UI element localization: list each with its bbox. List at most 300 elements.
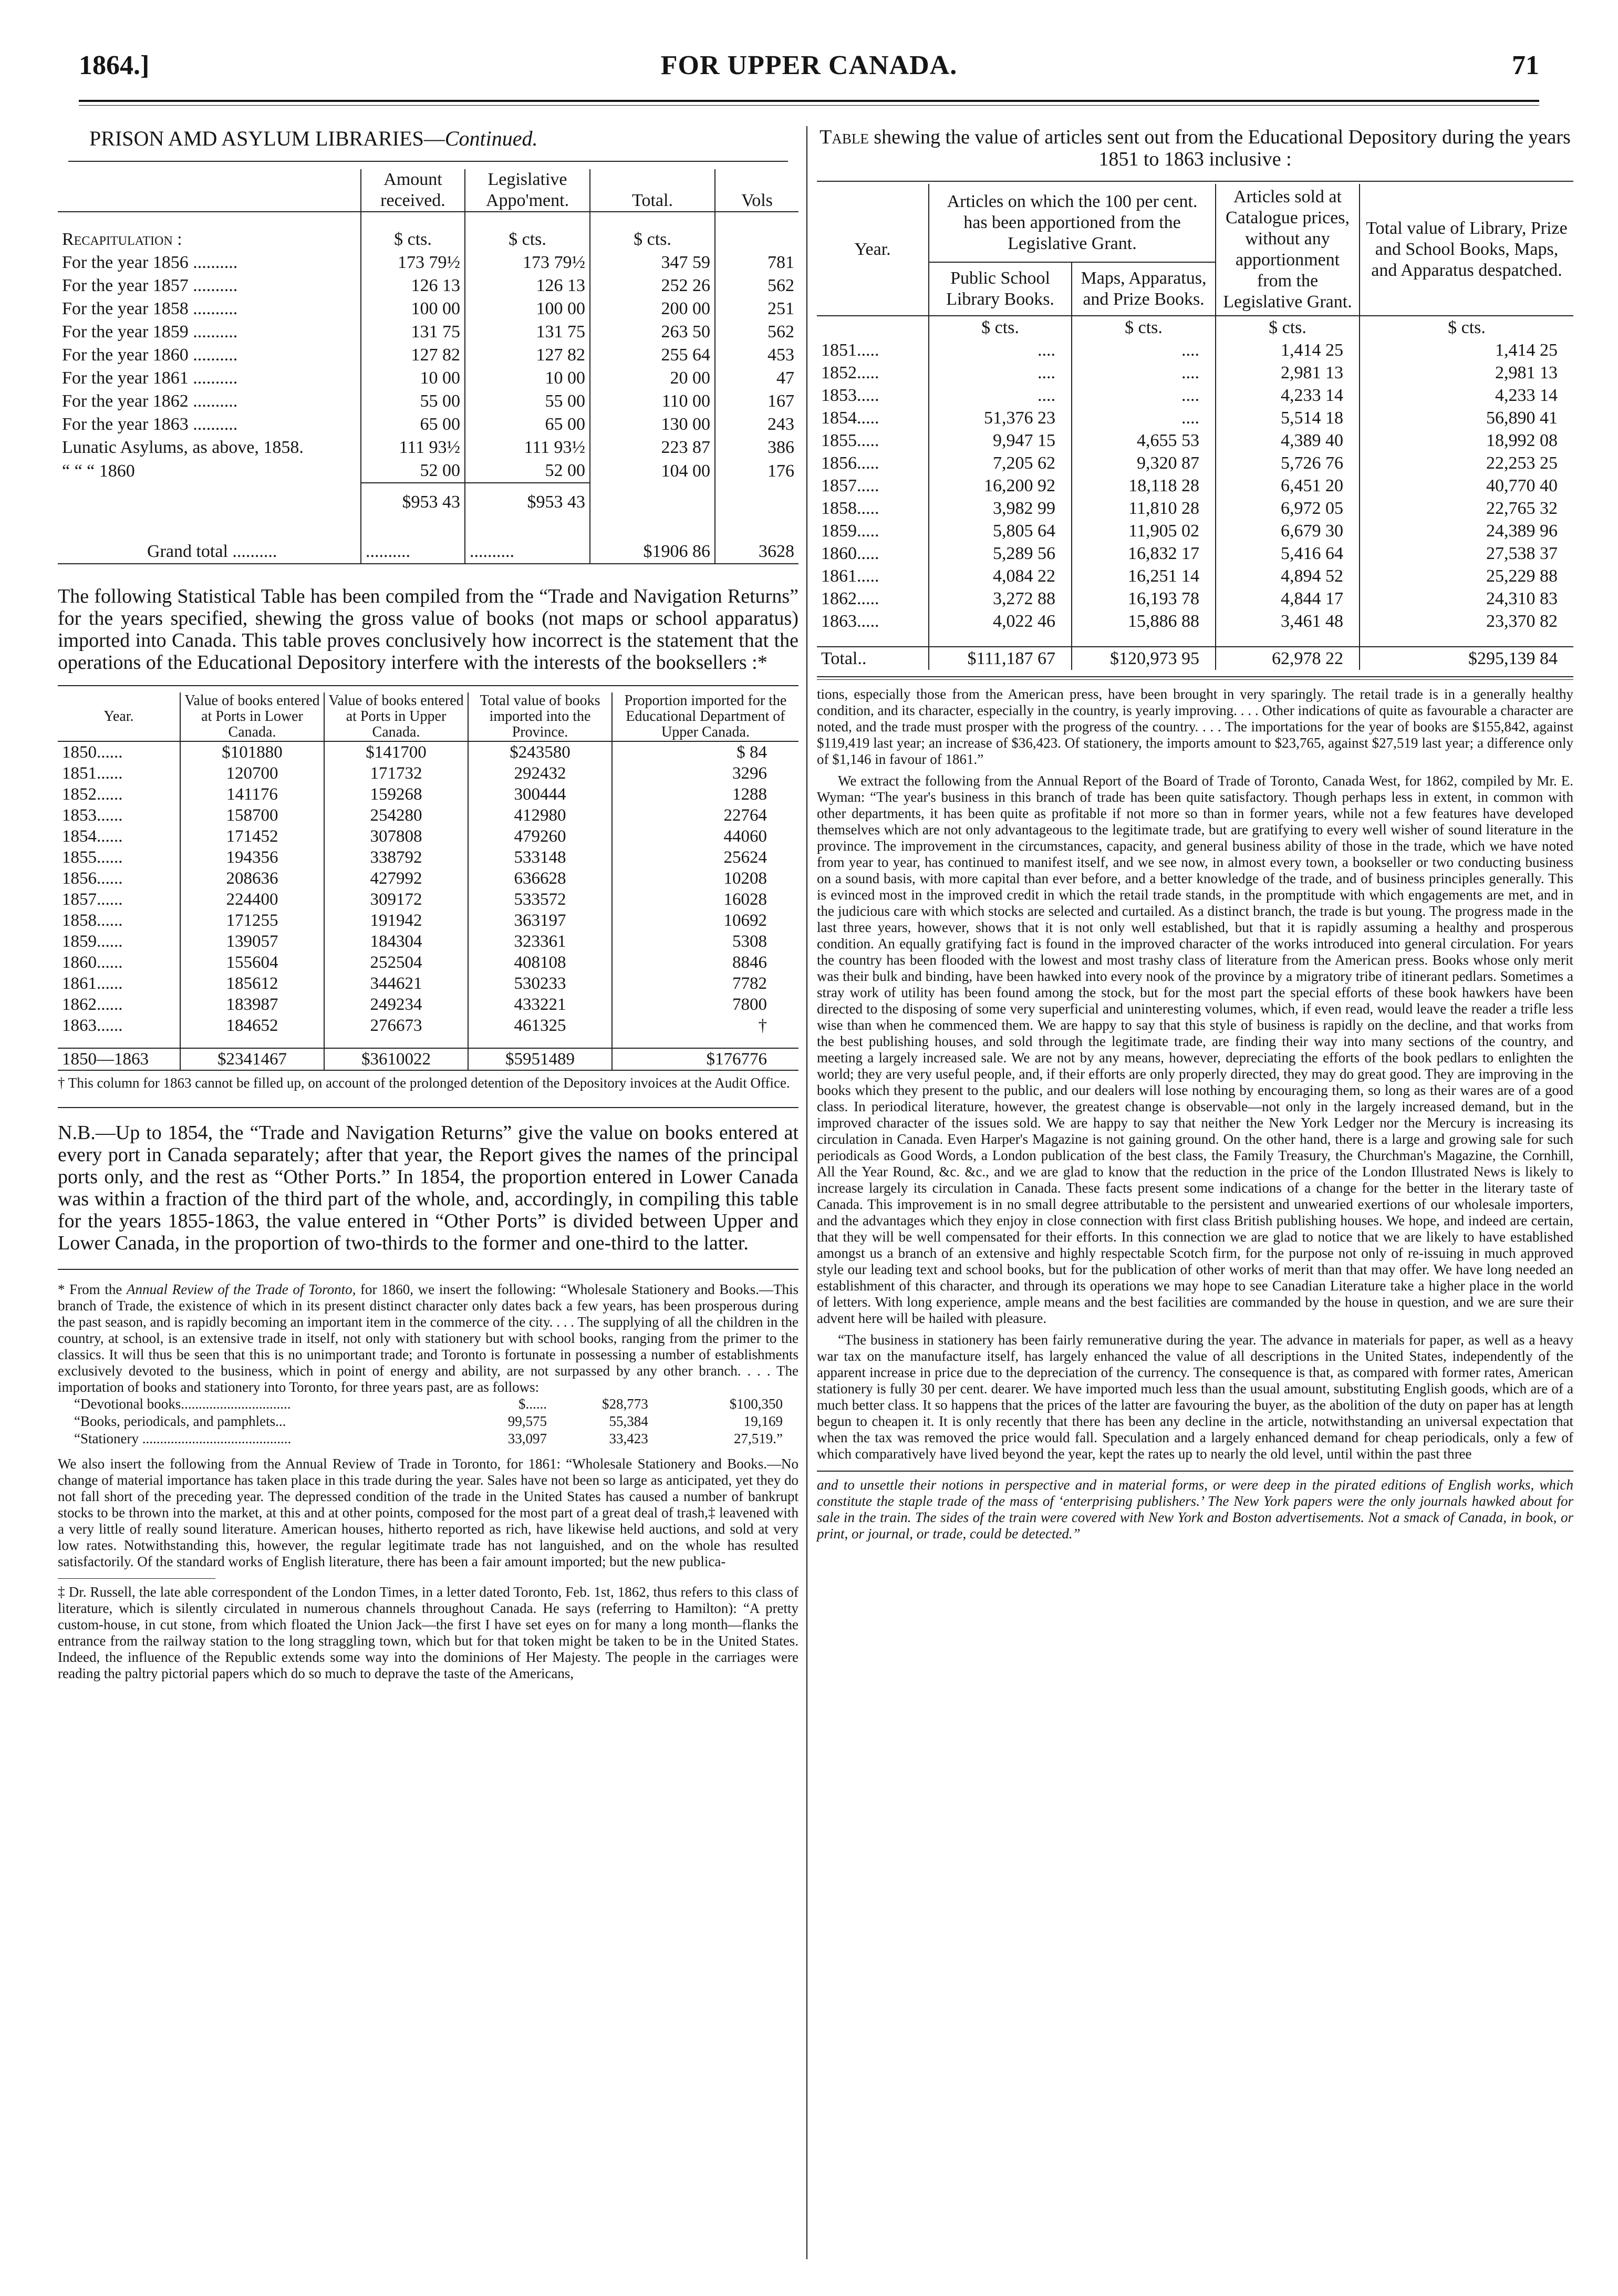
table-row [817,565,1573,587]
total-value-cell: 22,253 25 [1360,452,1573,474]
depository-title: Table shewing the value of articles sent out from the Educational Depository during the years 1851 to 1863 inclusive : [820,126,1571,170]
col-proportion: Proportion imported for the Educational Department of Upper Canada. [612,692,798,741]
maps-cell: 16,832 17 [1072,542,1216,565]
year-cell: 1853...... [62,806,123,825]
total-cell: 533572 [468,889,612,910]
total-cell: 300444 [468,784,612,805]
unit-label: $ cts. [1360,316,1573,339]
left-column [58,126,798,1682]
year-cell: 1862..... [821,589,879,608]
running-header [79,50,1539,92]
total-cell: 347 59 [590,251,715,274]
unit-label: $ cts. [465,212,590,251]
sold-cell: 1,414 25 [1216,339,1360,361]
recap-table [58,169,798,564]
amount-cell: 127 82 [361,344,465,367]
total-cell: 530233 [468,973,612,994]
maps-cell: 9,320 87 [1072,452,1216,474]
maps-cell: .... [1072,339,1216,361]
col-vols: Vols [715,169,798,212]
total-cell: 292432 [468,763,612,784]
year-cell: 1852..... [821,363,879,382]
col-upper: Value of books entered at Ports in Upper Canada. [324,692,468,741]
total-cell: 110 00 [590,390,715,413]
item-value: $100,350 [729,1396,783,1412]
rcol-para-4: and to unsettle their notions in perspective and in material forms, or were deep in the pirated editions of English works, which constitute the staple trade of the mass of ‘enterprising publishers.’ The New York papers were the only journals hawked about for sale in the train. The sides of the train were covered with New York and Boston advertisements. Not a smack of Canada, in book, or print, or journal, or trade, could be detected.” [817,1477,1573,1542]
lower-cell: 141176 [180,784,324,805]
table-row [58,297,798,320]
lower-cell: 171452 [180,826,324,847]
upper-cell: 344621 [324,973,468,994]
amount-cell: 55 00 [361,390,465,413]
year-cell: 1858..... [821,499,879,518]
psl-cell: 3,272 88 [929,587,1072,610]
table-row [817,587,1573,610]
recap-label: Recapitulation : [62,230,182,249]
table-row [817,339,1573,361]
unit-label: $ cts. [1072,316,1216,339]
psl-cell: 16,200 92 [929,474,1072,497]
footnote-import-list [74,1395,814,1447]
total-cell: 363197 [468,910,612,931]
psl-cell: .... [929,384,1072,407]
page-number: 71 [1512,50,1539,80]
year-cell: 1854...... [62,827,123,846]
table-row [58,784,798,805]
total-cell: 412980 [468,805,612,826]
legislative-cell: 55 00 [465,390,590,413]
table-row [58,1015,798,1036]
table-row [58,847,798,868]
psl-cell: 4,022 46 [929,610,1072,633]
table-row [58,910,798,931]
amount-cell: 10 00 [361,367,465,390]
year-cell: 1862...... [62,995,123,1014]
maps-cell: .... [1072,361,1216,384]
table-row [58,994,798,1015]
total-value-cell: 25,229 88 [1360,565,1573,587]
item-value: 99,575 [507,1413,547,1429]
item-value: 33,097 [507,1431,547,1446]
upper-cell: 184304 [324,931,468,952]
rcol-para-3: “The business in stationery has been fairly remunerative during the year. The advance in materials for paper, as well as a heavy war tax on the manufacture itself, has largely enhanced the value of all descriptions in the United States, independently of the apparent increase in price due to the depreciation of the currency. The consequence is that, as compared with former rates, American stationery is fully 30 per cent. dearer. We have imported much less than the usual amount, substituting English goods, which are of a much better class. It so happens that the prices of the latter are favouring the buyer, as the abolition of the duty on paper has at length begun to cheapen it. It is only recently that there has been any decline in the article, notwithstanding an universal expectation that when the tax was removed the price would fall. Speculation and a largely enhanced demand for cheap periodicals, only a few of which comparatively have lived beyond the year, kept the rates up to nearly the old level, until within the past three [817,1332,1573,1462]
vols-cell: 47 [715,367,798,390]
proportion-cell: 16028 [612,889,798,910]
sold-cell: 3,461 48 [1216,610,1360,633]
upper-cell: 252504 [324,952,468,973]
year-cell: 1860...... [62,953,123,972]
amount-cell: 173 79½ [361,251,465,274]
table-row [817,474,1573,497]
proportion-cell: 8846 [612,952,798,973]
header-date: 1864.] [79,50,150,80]
total-cell: 130 00 [590,413,715,436]
table-row [58,436,798,459]
lower-cell: 158700 [180,805,324,826]
proportion-cell: 1288 [612,784,798,805]
upper-cell: 276673 [324,1015,468,1036]
lower-total: $2341467 [180,1048,324,1070]
proportion-cell: † [612,1015,798,1036]
psl-cell: 9,947 15 [929,429,1072,452]
vols-cell: 453 [715,344,798,367]
proportion-cell: $ 84 [612,741,798,763]
total-value-cell: 24,389 96 [1360,520,1573,542]
legislative-cell: 65 00 [465,413,590,436]
subtotal-row [58,483,798,514]
psl-cell: .... [929,339,1072,361]
footnote-1861: We also insert the following from the Annual Review of Trade in Toronto, for 1861: “Wholesale Stationery and Books.—No change of material importance has taken place in this trade during the year. Sales have not been so large as anticipated, yet they do not fall short of the preceding year. The depressed condition of the trade in the United States has caused a number of bankrupt stocks to be thrown into the market, at this and at other points, composed for the most part of a great deal of trash,‡ leavened with a very little of really sound literature. American houses, hitherto reported as rich, have likewise held auctions, and sold at very low rates. Notwithstanding this, however, the regular legitimate trade has not languished, and on the whole has resulted satisfactorily. Of the standard works of English literature, there has been a fair amount imported; but the new publica- [58,1456,798,1569]
total-cell: 433221 [468,994,612,1015]
table-row [58,741,798,763]
unit-label: $ cts. [361,212,465,251]
maps-cell: .... [1072,407,1216,429]
subtotal-amount: $953 43 [361,483,465,514]
amount-cell: 111 93½ [361,436,465,459]
legislative-cell: 52 00 [465,459,590,483]
upper-total: $3610022 [324,1048,468,1070]
vols-cell: 251 [715,297,798,320]
item-label: “Devotional books............................... [74,1396,291,1412]
amount-cell: 126 13 [361,274,465,297]
upper-cell: 171732 [324,763,468,784]
total-value-cell: 24,310 83 [1360,587,1573,610]
total-cell: 200 00 [590,297,715,320]
total-cell: 408108 [468,952,612,973]
col-total: Total. [590,169,715,212]
item-value: $28,773 [601,1396,648,1412]
grand-total-vols: 3628 [715,540,798,564]
header-rule [79,100,1539,102]
nb-paragraph: N.B.—Up to 1854, the “Trade and Navigation Returns” give the value on books entered at every port in Canada separately; after that year, the Report gives the names of the principal ports only, and the rest as “Other Ports.” In 1854, the proportion entered in Lower Canada was within a fraction of the third part of the whole, and, accordingly, in compiling this table for the years 1855-1863, the value entered in “Other Ports” is divided between Upper and Lower Canada, in the proportion of two-thirds to the former and one-third to the latter. [58,1122,798,1254]
psl-cell: 3,982 99 [929,497,1072,520]
proportion-cell: 22764 [612,805,798,826]
row-label: For the year 1860 .......... [62,345,238,365]
table-row [58,367,798,390]
year-cell: 1853..... [821,386,879,405]
sold-cell: 5,726 76 [1216,452,1360,474]
amount-cell: 100 00 [361,297,465,320]
maps-cell: 15,886 88 [1072,610,1216,633]
grand-total: $295,139 84 [1360,647,1573,670]
col-lower: Value of books entered at Ports in Lower Canada. [180,692,324,741]
table-row [58,973,798,994]
row-label: For the year 1861 .......... [62,368,238,388]
total-value-cell: 1,414 25 [1360,339,1573,361]
year-cell: 1861...... [62,974,123,993]
legislative-cell: 173 79½ [465,251,590,274]
year-cell: 1856...... [62,869,123,888]
table-row [58,868,798,889]
table-row [58,826,798,847]
maps-cell: 16,251 14 [1072,565,1216,587]
total-value-cell: 23,370 82 [1360,610,1573,633]
total-value-cell: 27,538 37 [1360,542,1573,565]
row-label: Lunatic Asylums, as above, 1858. [62,438,304,457]
header-title: FOR UPPER CANADA. [660,50,958,80]
total-row [817,647,1573,670]
year-cell: 1863...... [62,1016,123,1035]
year-cell: 1852...... [62,785,123,804]
psl-cell: .... [929,361,1072,384]
depository-table [817,184,1573,670]
year-cell: 1857..... [821,476,879,495]
list-item [74,1413,814,1430]
table-row [58,805,798,826]
grand-total: $5951489 [468,1048,612,1070]
total-cell: 461325 [468,1015,612,1036]
sold-total: 62,978 22 [1216,647,1360,670]
grand-total-value: $1906 86 [590,540,715,564]
lower-cell: 194356 [180,847,324,868]
total-cell: 323361 [468,931,612,952]
table-row [817,452,1573,474]
total-cell: 479260 [468,826,612,847]
vols-cell: 167 [715,390,798,413]
table-row [58,952,798,973]
grand-total-label: Grand total .......... [147,542,277,561]
year-cell: 1855...... [62,848,123,867]
unit-label: $ cts. [590,212,715,251]
row-label: “ “ “ 1860 [62,461,135,481]
item-value: $...... [518,1396,547,1412]
year-cell: 1851...... [62,764,123,783]
lower-cell: $101880 [180,741,324,763]
maps-cell: 18,118 28 [1072,474,1216,497]
intro-paragraph: The following Statistical Table has been compiled from the “Trade and Navigation Returns” for the years specified, shewing the gross value of books (not maps or school apparatus) imported into Canada. This table proves conclusively how incorrect is the statement that the operations of the Educational Depository interfere with the interests of the booksellers :* [58,585,798,674]
upper-cell: 307808 [324,826,468,847]
sold-cell: 6,679 30 [1216,520,1360,542]
list-item [74,1430,814,1447]
unit-label: $ cts. [1216,316,1360,339]
lower-cell: 155604 [180,952,324,973]
sold-cell: 4,894 52 [1216,565,1360,587]
row-label: For the year 1858 .......... [62,299,238,318]
amount-cell: 65 00 [361,413,465,436]
total-value-cell: 4,233 14 [1360,384,1573,407]
table-row [58,413,798,436]
table-row [58,320,798,344]
col-total-value: Total value of Library, Prize and School Books, Maps, and Apparatus despatched. [1360,184,1573,316]
proportion-cell: 10692 [612,910,798,931]
proportion-cell: 25624 [612,847,798,868]
table-row [817,384,1573,407]
legislative-cell: 111 93½ [465,436,590,459]
table-row [817,542,1573,565]
proportion-cell: 3296 [612,763,798,784]
grand-total-row: Grand total .......... .......... .......... $1906 86 3628 [58,540,798,564]
maps-cell: 11,905 02 [1072,520,1216,542]
table-row [58,274,798,297]
total-row [58,1048,798,1070]
imports-table [58,692,798,1071]
year-cell: 1858...... [62,911,123,930]
amount-cell: 52 00 [361,459,465,483]
upper-cell: 254280 [324,805,468,826]
table-row [817,520,1573,542]
table-row [817,361,1573,384]
item-value: 19,169 [743,1413,783,1429]
sold-cell: 5,416 64 [1216,542,1360,565]
col-articles: Articles on which the 100 per cent. has been apportioned from the Legislative Grant. [929,184,1216,262]
total-value-cell: 22,765 32 [1360,497,1573,520]
sold-cell: 4,233 14 [1216,384,1360,407]
year-cell: 1861..... [821,566,879,586]
year-cell: 1860..... [821,544,879,563]
footnote-star: * From the Annual Review of the Trade of Toronto, for 1860, we insert the following: “Wholesale Stationery and Books.—This branch of Trade, the existence of which in its present distinct character only dates back a few years, has been prosperous during the past season, and is rapidly becoming an important item in the commerce of the city. . . . The supplying of all the children in the country, at school, is an extensive trade in itself, not only with stationery but with school books, ranging from the primer to the classics. It will thus be seen that this is no unimportant trade; and Toronto is fortunate in possessing a number of establishments exclusively devoted to the business, which in point of energy and ability, are not surpassed by any other branch. . . . The importation of books and stationery into Toronto, for three years past, are as follows: [58,1281,799,1395]
rcol-para-2: We extract the following from the Annual Report of the Board of Trade of Toronto, Canada West, for 1862, compiled by Mr. E. Wyman: “The year's business in this branch of trade has been quite satisfactory. Though perhaps less in extent, in common with other departments, it has been quite as profitable if not more so than in former years, while not a few features have developed themselves which are not only advantageous to the legitimate trade, but are gratifying to every well wisher of sound literature in the province. The improvement in the circumstances, capacity, and general business ability of those in the trade, which we have noted from year to year, has continued to manifest itself, and we see now, in almost every town, a bookseller or two conducting business on a sound basis, with more capital than ever before, and a better knowledge of the trade, and of business principles generally. This is evinced most in the improved credit in which the retail trade stands, in the promptitude with which engagements are met, and in the judicious care with which stocks are selected and curtailed. As a distinct branch, the trade is but young. The progress made in the last three years, however, shows that it is not only well established, but that it is rapidly assuming a healthy and prosperous condition. An equally gratifying fact is found in the improved character of the works introduced into general circulation. For years the country has been flooded with the lowest and most trashy class of literature from the American press. Books whose only merit was their bulk and binding, have been hawked into every nook of the province by a migratory tribe of itinerant pedlars. Sometimes a stray work of utility has been found among the stock, but for the most part the special efforts of these book hawkers have been directed to the disposing of some very superficial and uninteresting volumes, which, if even read, would leave the reader a trifle less wise than when he commenced them. We are happy to say that this style of business is rapidly on the decline, and that works from the best publishing houses, and sold through the legitimate trade, are finding their way into many sections of the country, and meeting a largely increased sale. We are not by any means, however, depreciating the efforts of the book pedlars to enlighten the world; they are very useful people, and, if their efforts are only properly directed, they may do great good. They are improving in the books which they present to the public, and our dealers will lose nothing by encouraging them, so long as their wares are of a good class. In periodical literature, however, the greatest change is observable—not only in the largely increased demand, but in the improved character of the issues sold. We are happy to say that neither the New York Ledger nor the Mercury is increasing its circulation in Canada. Even Harper's Magazine is not gaining ground. On the other hand, there is a large and growing sale for such periodicals as Good Words, a London publication of the best class, the Family Treasury, the Churchman's Magazine, the Cornhill, All the Year Round, &c. &c., and we are glad to know that the reduction in the price of the London Illustrated News is likely to increase largely its circulation in Canada. These facts present some indications of a change for the better in the literary taste of Canada. This improvement is in no small degree attributable to the persistent and unwearied exertions of our wholesale importers, and the advantages which they enjoy in close connection with first class British publishing houses. We hope, and indeed are certain, that they will be well compensated for their efforts. In this connection we are glad to notice that we are likely to have established amongst us a branch of an extensive and highly respectable Scotch firm, for the purpose not only of re-issuing in much approved style our leading text and school books, but for the publication of other works of merit than that may offer. We have long needed an establishment of this character, and through its operations we may hope to see Canadian Literature take a higher place in the world of letters. With long experience, ample means and the best facilities are commanded by the house in question, and we are sure their advent here will be hailed with pleasure. [817,773,1573,1326]
table-row [58,251,798,274]
lower-cell: 224400 [180,889,324,910]
table-row [817,407,1573,429]
psl-cell: 51,376 23 [929,407,1072,429]
col-amount: Amount received. [361,169,465,212]
item-value: 27,519.” [734,1431,783,1446]
lower-cell: 139057 [180,931,324,952]
psl-cell: 5,805 64 [929,520,1072,542]
unit-label: $ cts. [929,316,1072,339]
header-rule-thin [79,105,1539,106]
total-cell: 252 26 [590,274,715,297]
psl-total: $111,187 67 [929,647,1072,670]
amount-cell: 131 75 [361,320,465,344]
table-row [817,429,1573,452]
item-label: “Books, periodicals, and pamphlets... [74,1413,286,1429]
imports-footnote: † This column for 1863 cannot be filled up, on account of the prolonged detention of the Depository invoices at the Audit Office. [58,1075,790,1091]
legislative-cell: 127 82 [465,344,590,367]
proportion-cell: 5308 [612,931,798,952]
proportion-cell: 7782 [612,973,798,994]
legislative-cell: 10 00 [465,367,590,390]
col-total-imp: Total value of books imported into the Province. [468,692,612,741]
column-divider [806,126,807,2259]
total-value-cell: 18,992 08 [1360,429,1573,452]
rcol-para-1: tions, especially those from the American press, have been brought in very sparingly. The retail trade is in a generally healthy condition, and its character, especially in the country, is yearly improving. . . . Other indications of quite as favourable a character are noted, and the trade must prosper with the progress of the country. . . . The importations for the year of books are $155,842, against $119,419 last year; an increase of $36,423. Of stationery, the imports amount to $23,765, against $27,519 last year; a difference only of $1,146 in favour of 1861.” [817,686,1573,767]
lower-cell: 208636 [180,868,324,889]
maps-cell: 4,655 53 [1072,429,1216,452]
table-row [58,390,798,413]
total-cell: 223 87 [590,436,715,459]
table-row [817,497,1573,520]
total-cell: 636628 [468,868,612,889]
item-value: 33,423 [609,1431,648,1446]
maps-cell: .... [1072,384,1216,407]
upper-cell: 249234 [324,994,468,1015]
maps-cell: 11,810 28 [1072,497,1216,520]
maps-cell: 16,193 78 [1072,587,1216,610]
total-value-cell: 2,981 13 [1360,361,1573,384]
year-cell: 1859...... [62,932,123,951]
total-value-cell: 40,770 40 [1360,474,1573,497]
footnote-russell: ‡ Dr. Russell, the late able correspondent of the London Times, in a letter dated Toronto, Feb. 1st, 1862, thus refers to this class of literature, which is silently circulated in numerous channels throughout Canada. He says (referring to Hamilton): “A pretty custom-house, in cut stone, from which floated the Union Jack—the first I have set eyes on for many a long month—flanks the entrance from the railway station to the long straggling town, which but for that token might be taken to be in the United States. Indeed, the influence of the Republic extends some way into the dominions of Her Majesty. The people in the carriages were reading the paltry pictorial papers which do so much to deprave the taste of the Americans, [58,1584,798,1681]
psl-cell: 7,205 62 [929,452,1072,474]
item-label: “Stationery .......................................... [74,1431,292,1446]
row-label: For the year 1857 .......... [62,276,238,295]
lower-cell: 183987 [180,994,324,1015]
lower-cell: 185612 [180,973,324,994]
table-row [58,344,798,367]
table-row [58,459,798,483]
table-row [58,763,798,784]
total-cell: 255 64 [590,344,715,367]
list-item [74,1395,814,1413]
year-cell: 1850...... [62,743,123,762]
table-row [817,610,1573,633]
sold-cell: 6,972 05 [1216,497,1360,520]
vols-cell: 562 [715,320,798,344]
vols-cell: 781 [715,251,798,274]
psl-cell: 5,289 56 [929,542,1072,565]
proportion-cell: 10208 [612,868,798,889]
total-cell: 263 50 [590,320,715,344]
upper-cell: $141700 [324,741,468,763]
right-column [817,126,1573,1542]
legislative-cell: 126 13 [465,274,590,297]
upper-cell: 427992 [324,868,468,889]
legislative-cell: 131 75 [465,320,590,344]
subtotal-legislative: $953 43 [465,483,590,514]
row-label: For the year 1856 .......... [62,253,238,272]
psl-cell: 4,084 22 [929,565,1072,587]
col-year: Year. [103,708,134,725]
col-maps: Maps, Apparatus, and Prize Books. [1072,262,1216,316]
total-cell: 104 00 [590,459,715,483]
proportion-cell: 7800 [612,994,798,1015]
recap-title: PRISON AMD ASYLUM LIBRARIES—Continued. [89,127,538,150]
upper-cell: 309172 [324,889,468,910]
row-label: For the year 1862 .......... [62,391,238,411]
lower-cell: 184652 [180,1015,324,1036]
sold-cell: 4,389 40 [1216,429,1360,452]
year-cell: 1855..... [821,431,879,450]
proportion-cell: 44060 [612,826,798,847]
vols-cell: 243 [715,413,798,436]
upper-cell: 191942 [324,910,468,931]
sold-cell: 2,981 13 [1216,361,1360,384]
sold-cell: 4,844 17 [1216,587,1360,610]
upper-cell: 159268 [324,784,468,805]
proportion-total: $176776 [612,1048,798,1070]
total-cell: 533148 [468,847,612,868]
year-cell: 1851..... [821,340,879,360]
vols-cell: 176 [715,459,798,483]
total-value-cell: 56,890 41 [1360,407,1573,429]
total-cell: $243580 [468,741,612,763]
table-row [58,889,798,910]
sold-cell: 6,451 20 [1216,474,1360,497]
table-row [58,931,798,952]
item-value: 55,384 [609,1413,648,1429]
year-cell: 1850—1863 [62,1050,149,1069]
year-cell: 1863..... [821,612,879,631]
year-cell: Total.. [821,649,867,668]
lower-cell: 171255 [180,910,324,931]
vols-cell: 386 [715,436,798,459]
col-legislative: Legislative Appo'ment. [465,169,590,212]
year-cell: 1859..... [821,521,879,541]
year-cell: 1857...... [62,890,123,909]
row-label: For the year 1859 .......... [62,322,238,342]
year-cell: 1854..... [821,408,879,428]
total-cell: 20 00 [590,367,715,390]
upper-cell: 338792 [324,847,468,868]
maps-total: $120,973 95 [1072,647,1216,670]
lower-cell: 120700 [180,763,324,784]
col-sold: Articles sold at Catalogue prices, without any apportionment from the Legislative Grant. [1216,184,1360,316]
col-psl: Public School Library Books. [929,262,1072,316]
col-year: Year. [854,240,891,259]
year-cell: 1856..... [821,453,879,473]
